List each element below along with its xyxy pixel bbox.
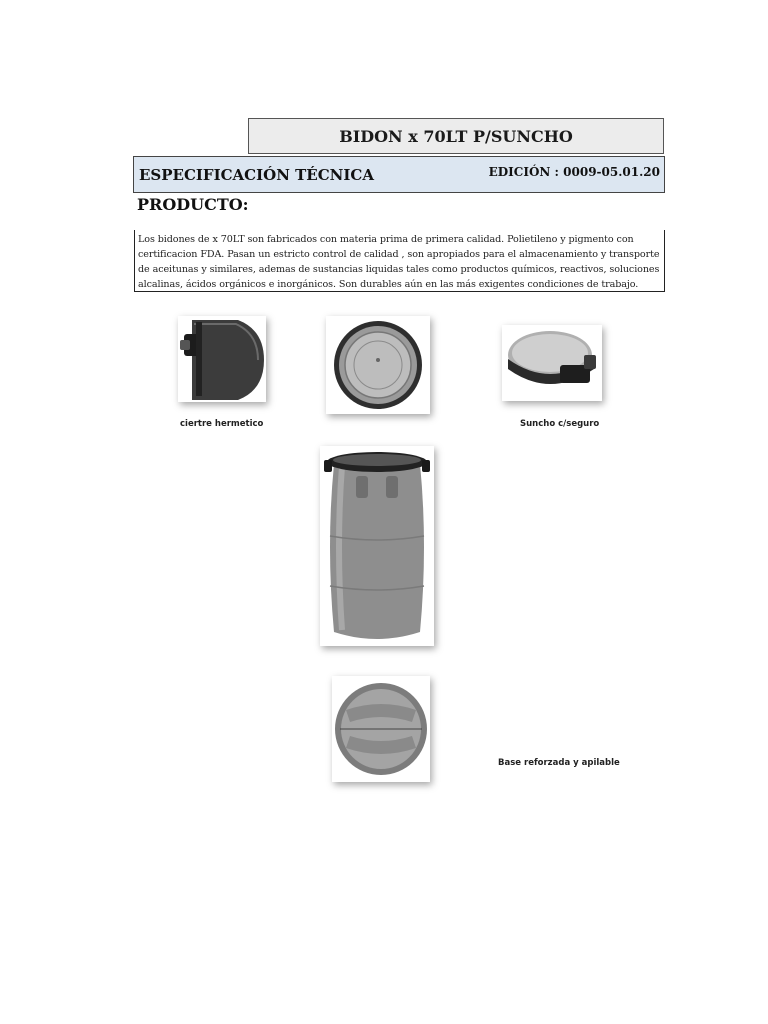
- product-title: BIDON x 70LT P/SUNCHO: [248, 118, 664, 154]
- closure-caption: ciertre hermetico: [180, 419, 264, 429]
- product-description: Los bidones de x 70LT son fabricados con materia prima de primera calidad. Polietileno y pigmento con certificacion FDA. Pasan un estricto control de calidad , son apropiados para el almacenamiento y transporte de aceitunas y similares, ademas de sustancias liquidas tales como productos químicos, reactivos, soluciones alcalinas, ácidos orgánicos e inorgánicos. Son durables aún en las más exigentes condiciones de trabajo.: [134, 230, 665, 292]
- spec-header-bar: [133, 156, 665, 193]
- spec-title: ESPECIFICACIÓN TÉCNICA: [139, 166, 374, 184]
- closure-photo: [178, 316, 266, 402]
- product-heading: PRODUCTO:: [137, 195, 249, 214]
- lid-photo: [326, 316, 430, 414]
- edition-label: EDICIÓN : 0009-05.01.20: [488, 165, 660, 179]
- barrel-photo: [320, 446, 434, 646]
- strap-photo: [502, 325, 602, 401]
- base-caption: Base reforzada y apilable: [498, 758, 620, 768]
- base-photo: [332, 676, 430, 782]
- strap-caption: Suncho c/seguro: [520, 419, 600, 429]
